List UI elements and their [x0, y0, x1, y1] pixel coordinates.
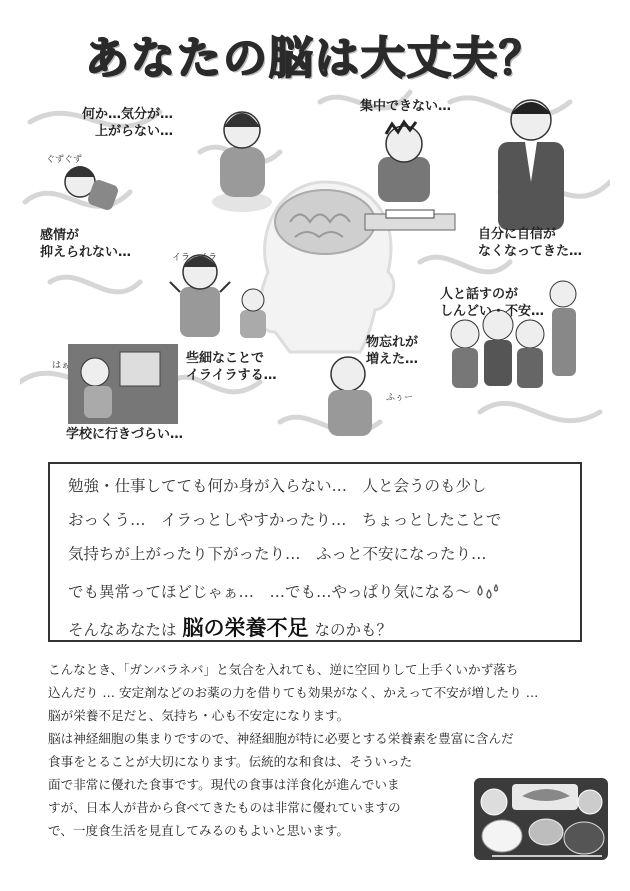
body-line-5: 食事をとることが大切になります。伝統的な和食は、そういった — [48, 754, 413, 769]
highlight-brain-malnutrition: 脳の栄養不足 — [182, 616, 309, 640]
label-talking-anxiety: 人と話すのが しんどい・不安… — [440, 287, 545, 319]
crying-child-illustration — [65, 166, 120, 212]
label-school: 学校に行きづらい… — [66, 427, 184, 442]
body-line-2: 込んだり … 安定剤などのお薬の力を借りても効果がなく、かえって不安が増したり … — [48, 685, 539, 700]
body-line-7: すが、日本人が昔から食べてきたものは非常に優れていますの — [48, 800, 401, 815]
irritated-person-illustration — [170, 255, 266, 338]
sfx-haa: はぁ — [52, 361, 71, 371]
woman-sad-illustration — [212, 112, 272, 212]
body-line-8: で、一度食生活を見直してみるのもよいと思います。 — [48, 823, 349, 838]
box-conclusion: そんなあなたは 脳の栄養不足 なのかも？ — [68, 616, 393, 640]
box-line-3: 気持ちが上がったり下がったり… ふっと不安になったり… — [68, 545, 487, 563]
child-by-window-illustration — [68, 344, 178, 424]
box-line-2: おっくう… イラっとしやすかったり… ちょっとしたことで — [68, 511, 502, 529]
body-line-4: 脳は神経細胞の集まりですので、神経細胞が特に必要とする栄養素を豊富に含んだ — [48, 731, 514, 746]
man-in-suit-illustration — [498, 100, 564, 230]
body-line-6: 面で非常に優れた食事です。現代の食事は洋食化が進んでいま — [48, 777, 400, 792]
sfx-ira-ira: イラ イラ — [172, 253, 218, 263]
box-line-4: でも異常ってほどじゃぁ… …でも…やっぱり気になる～ — [68, 580, 499, 602]
japanese-meal-illustration — [472, 774, 610, 864]
symptom-text-box — [48, 462, 582, 642]
page-title: あなたの脳は大丈夫？ — [85, 33, 545, 84]
label-irritation: 些細なことで イライラする… — [186, 351, 277, 383]
body-line-3: 脳が栄養不足だと、気持ち・心も不安定になります。 — [48, 708, 350, 723]
brain-head-illustration — [259, 182, 394, 352]
boy-cannot-focus-illustration — [365, 122, 455, 230]
label-mood-low: 何か…気分が… 上がらない… — [82, 107, 174, 139]
sweat-drops-icon — [475, 584, 499, 602]
label-cannot-focus: 集中できない… — [360, 99, 452, 114]
label-emotions: 感情が 抑えられない… — [40, 228, 132, 260]
sfx-fuu: ふぅー — [386, 393, 414, 403]
sfx-guzuguzu: ぐずぐず — [46, 155, 83, 165]
label-forgetfulness: 物忘れが 増えた… — [366, 335, 419, 367]
body-line-1: こんなとき、「ガンバラネバ」と気合を入れても、逆に空回りして上手くいかず落ち — [48, 662, 519, 677]
elderly-person-illustration — [328, 357, 372, 436]
label-self-confidence: 自分に自信が なくなってきた… — [478, 227, 583, 259]
box-line-1: 勉強・仕事してても何か身が入らない… 人と会うのも少し — [68, 477, 487, 495]
